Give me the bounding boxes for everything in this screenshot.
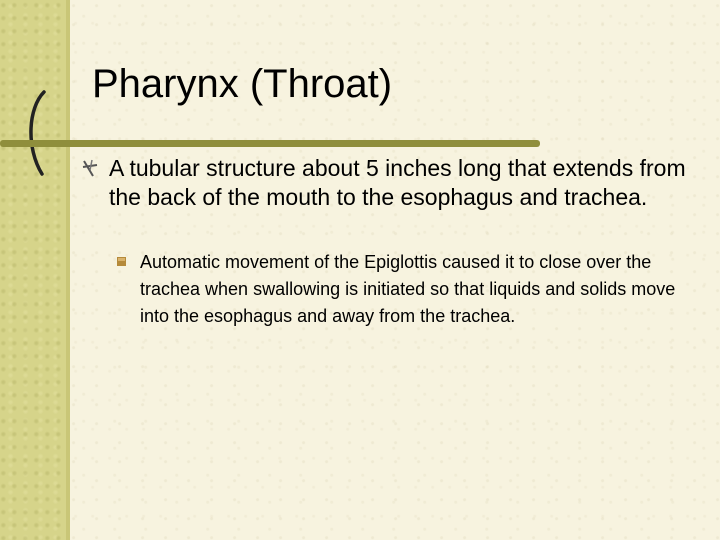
title-divider-line	[0, 140, 540, 147]
side-strip-edge	[66, 0, 70, 540]
slide-title: Pharynx (Throat)	[92, 62, 393, 106]
bullet-text-1: A tubular structure about 5 inches long that extends from the back of the mouth to the esophagus and trachea.	[109, 155, 686, 210]
bracket-decoration	[14, 88, 54, 178]
pin-bullet-icon	[80, 158, 100, 178]
bullet-text-2: Automatic movement of the Epiglottis caused it to close over the trachea when swallowing is initiated so that liquids and solids move into the esophagus and away from the trachea.	[140, 252, 676, 326]
square-bullet-icon	[114, 253, 130, 269]
side-strip	[0, 0, 70, 540]
